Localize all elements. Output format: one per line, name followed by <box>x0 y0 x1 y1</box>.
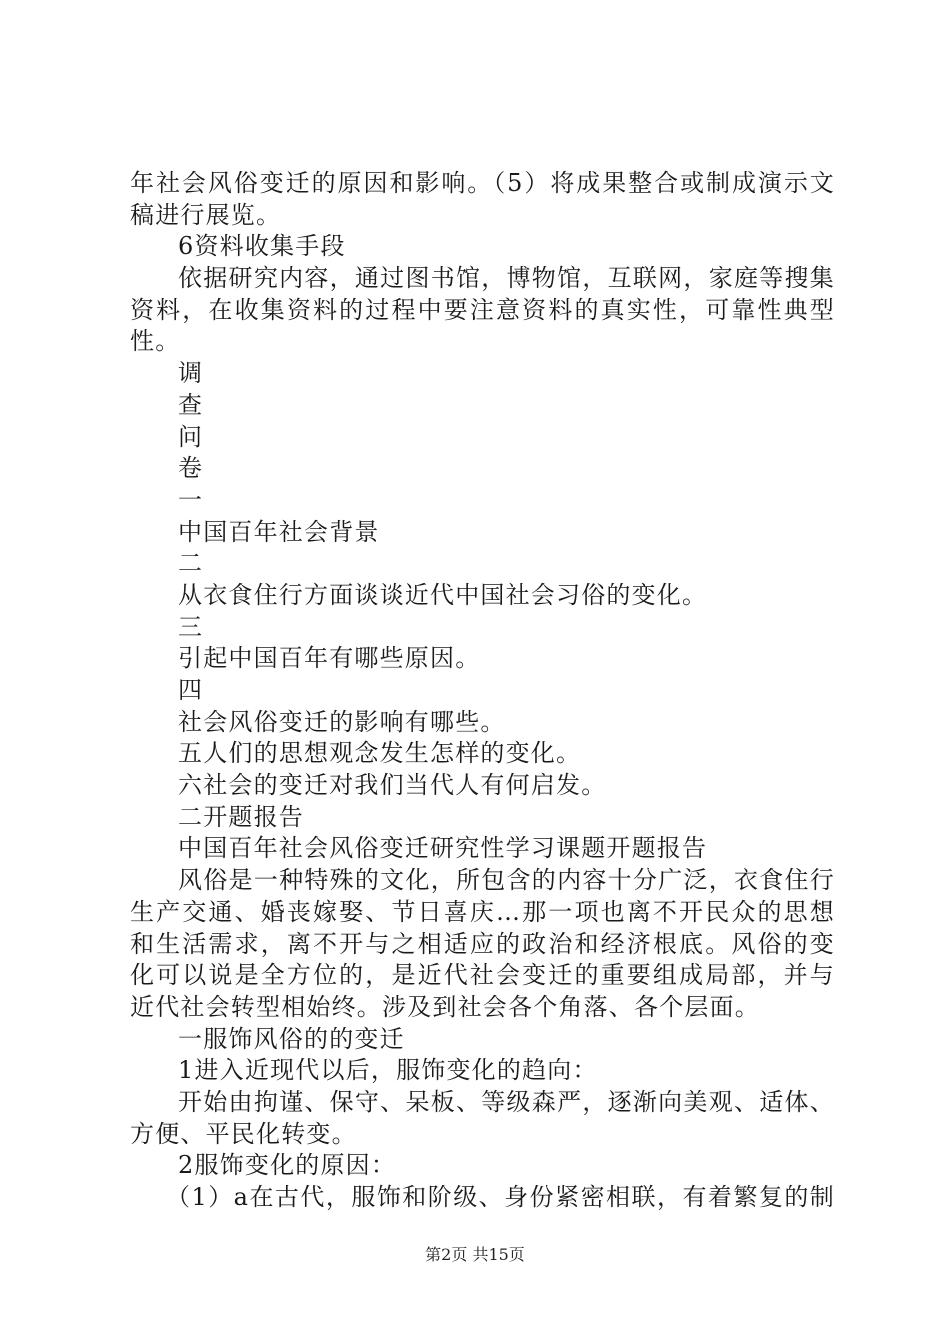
text-line: 方便、平民化转变。 <box>130 1119 357 1148</box>
question-text: 中国百年社会背景 <box>178 517 380 546</box>
question-text: 六社会的变迁对我们当代人有何启发。 <box>178 771 607 800</box>
text-line: 年社会风俗变迁的原因和影响。（5）将成果整合或制成演示文 <box>130 169 835 197</box>
text-line: 稿进行展览。 <box>130 200 282 229</box>
questionnaire-title-char: 问 <box>178 422 204 451</box>
text-line: 和生活需求，离不开与之相适应的政治和经济根底。风俗的变 <box>130 929 835 958</box>
text-line: 近代社会转型相始终。涉及到社会各个角落、各个层面。 <box>130 992 760 1021</box>
text-line: 开始由拘谨、保守、呆板、等级森严，逐渐向美观、适体、 <box>178 1087 835 1116</box>
text-line: 化可以说是全方位的，是近代社会变迁的重要组成局部，并与 <box>130 961 835 990</box>
question-text: 引起中国百年有哪些原因。 <box>178 644 481 673</box>
question-number: 二 <box>178 549 204 578</box>
text-line: 资料，在收集资料的过程中要注意资料的真实性，可靠性典型 <box>130 295 835 324</box>
question-number: 四 <box>178 676 204 704</box>
text-line: 性。 <box>130 327 181 356</box>
text-line: 生产交通、婚丧嫁娶、节日喜庆…那一项也离不开民众的思想 <box>130 897 835 926</box>
subsection-heading: 2服饰变化的原因： <box>178 1151 397 1180</box>
question-number: 一 <box>178 485 204 514</box>
page-number-footer: 第2页 共15页 <box>425 1245 525 1264</box>
question-text: 五人们的思想观念发生怎样的变化。 <box>178 739 582 768</box>
section-heading: 一服饰风俗的的变迁 <box>178 1024 405 1053</box>
text-line: （1）a在古代，服饰和阶级、身份紧密相联，有着繁复的制 <box>166 1183 835 1211</box>
questionnaire-title-char: 卷 <box>178 454 204 483</box>
text-line: 依据研究内容，通过图书馆，博物馆，互联网，家庭等搜集 <box>178 264 835 293</box>
document-body <box>130 168 835 1214</box>
section-heading: 6资料收集手段 <box>178 232 346 261</box>
questionnaire-title-char: 调 <box>178 359 204 388</box>
question-number: 三 <box>178 612 204 641</box>
questionnaire-title-char: 查 <box>178 390 204 419</box>
question-text: 社会风俗变迁的影响有哪些。 <box>178 707 506 736</box>
text-line: 风俗是一种特殊的文化，所包含的内容十分广泛，衣食住行 <box>178 866 835 895</box>
report-title: 中国百年社会风俗变迁研究性学习课题开题报告 <box>178 834 708 863</box>
section-heading: 二开题报告 <box>178 802 304 831</box>
question-text: 从衣食住行方面谈谈近代中国社会习俗的变化。 <box>178 580 708 609</box>
subsection-heading: 1进入近现代以后，服饰变化的趋向： <box>178 1056 598 1085</box>
